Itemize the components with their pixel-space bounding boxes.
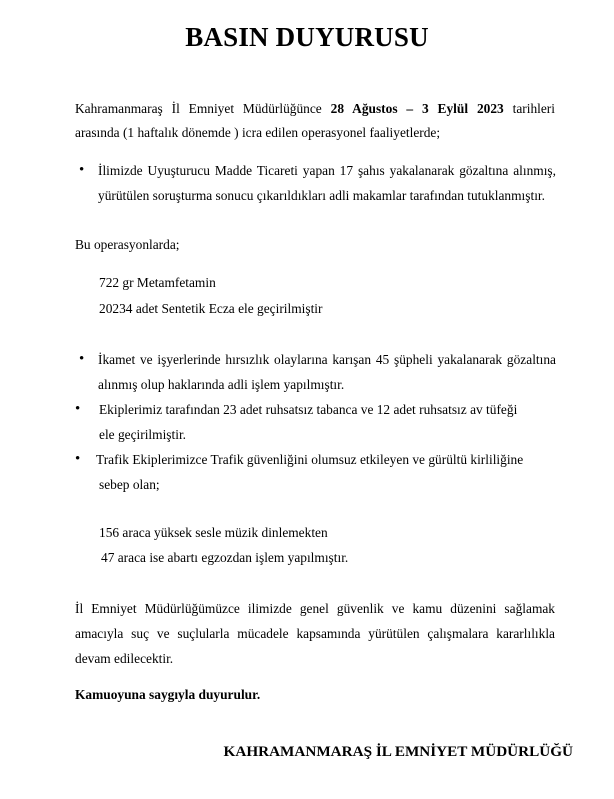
salutation: Kamuoyuna saygıyla duyurulur. [75, 687, 261, 702]
intro-line-2: arasında (1 haftalık dönemde ) icra edilen operasyonel faaliyetlerde; [75, 125, 441, 140]
seizure-item-2: 20234 adet Sentetik Ecza ele geçirilmiştir [99, 301, 323, 316]
bullet-1-text: İlimizde Uyuşturucu Madde Ticareti yapan 17 şahıs yakalanarak gözaltına alınmış, yürütülen soruşturma sonucu çıkarıldıkları adli makamlar tarafından tutuklanmıştır. [98, 163, 556, 203]
traffic-item-1: 156 araca yüksek sesle müzik dinlemekten [99, 525, 328, 540]
bullet-2-text: İkamet ve işyerlerinde hırsızlık olaylarına karışan 45 şüpheli yakalanarak gözaltına alınmış olup haklarında adli işlem yapılmıştır. [98, 352, 556, 392]
signature: KAHRAMANMARAŞ İL EMNİYET MÜDÜRLÜĞÜ [223, 743, 573, 760]
bullet-3-line-1: Ekiplerimiz tarafından 23 adet ruhsatsız tabanca ve 12 adet ruhsatsız av tüfeği [99, 402, 518, 417]
intro-dates: 28 Ağustos – 3 Eylül 2023 [330, 101, 504, 116]
bullet-4-line-2: sebep olan; [99, 477, 160, 492]
intro-prefix: Kahramanmaraş İl Emniyet Müdürlüğünce [75, 101, 331, 116]
bullet-3-line-2: ele geçirilmiştir. [99, 427, 187, 442]
bullet-4-line-1: Trafik Ekiplerimizce Trafik güvenliğini olumsuz etkileyen ve gürültü kirliliğine [96, 452, 524, 467]
bullet-2-dot: • [79, 351, 85, 367]
bullet-1-dot: • [79, 162, 85, 178]
seizure-item-1: 722 gr Metamfetamin [99, 275, 216, 290]
bullet-3-dot: • [75, 401, 81, 417]
intro-line-1 [75, 96, 555, 121]
operations-label: Bu operasyonlarda; [75, 237, 180, 252]
intro-suffix: tarihleri [503, 101, 555, 116]
closing-paragraph: İl Emniyet Müdürlüğümüzce ilimizde genel güvenlik ve kamu düzenini sağlamak amacıyla suç ve suçlularla mücadele kapsamında yürütülen çalışmalara kararlılıkla devam edilecektir. [75, 601, 555, 666]
document-title: BASIN DUYURUSU [185, 22, 429, 52]
traffic-item-2: 47 araca ise abartı egzozdan işlem yapılmıştır. [101, 550, 349, 565]
bullet-4-dot: • [75, 451, 81, 467]
